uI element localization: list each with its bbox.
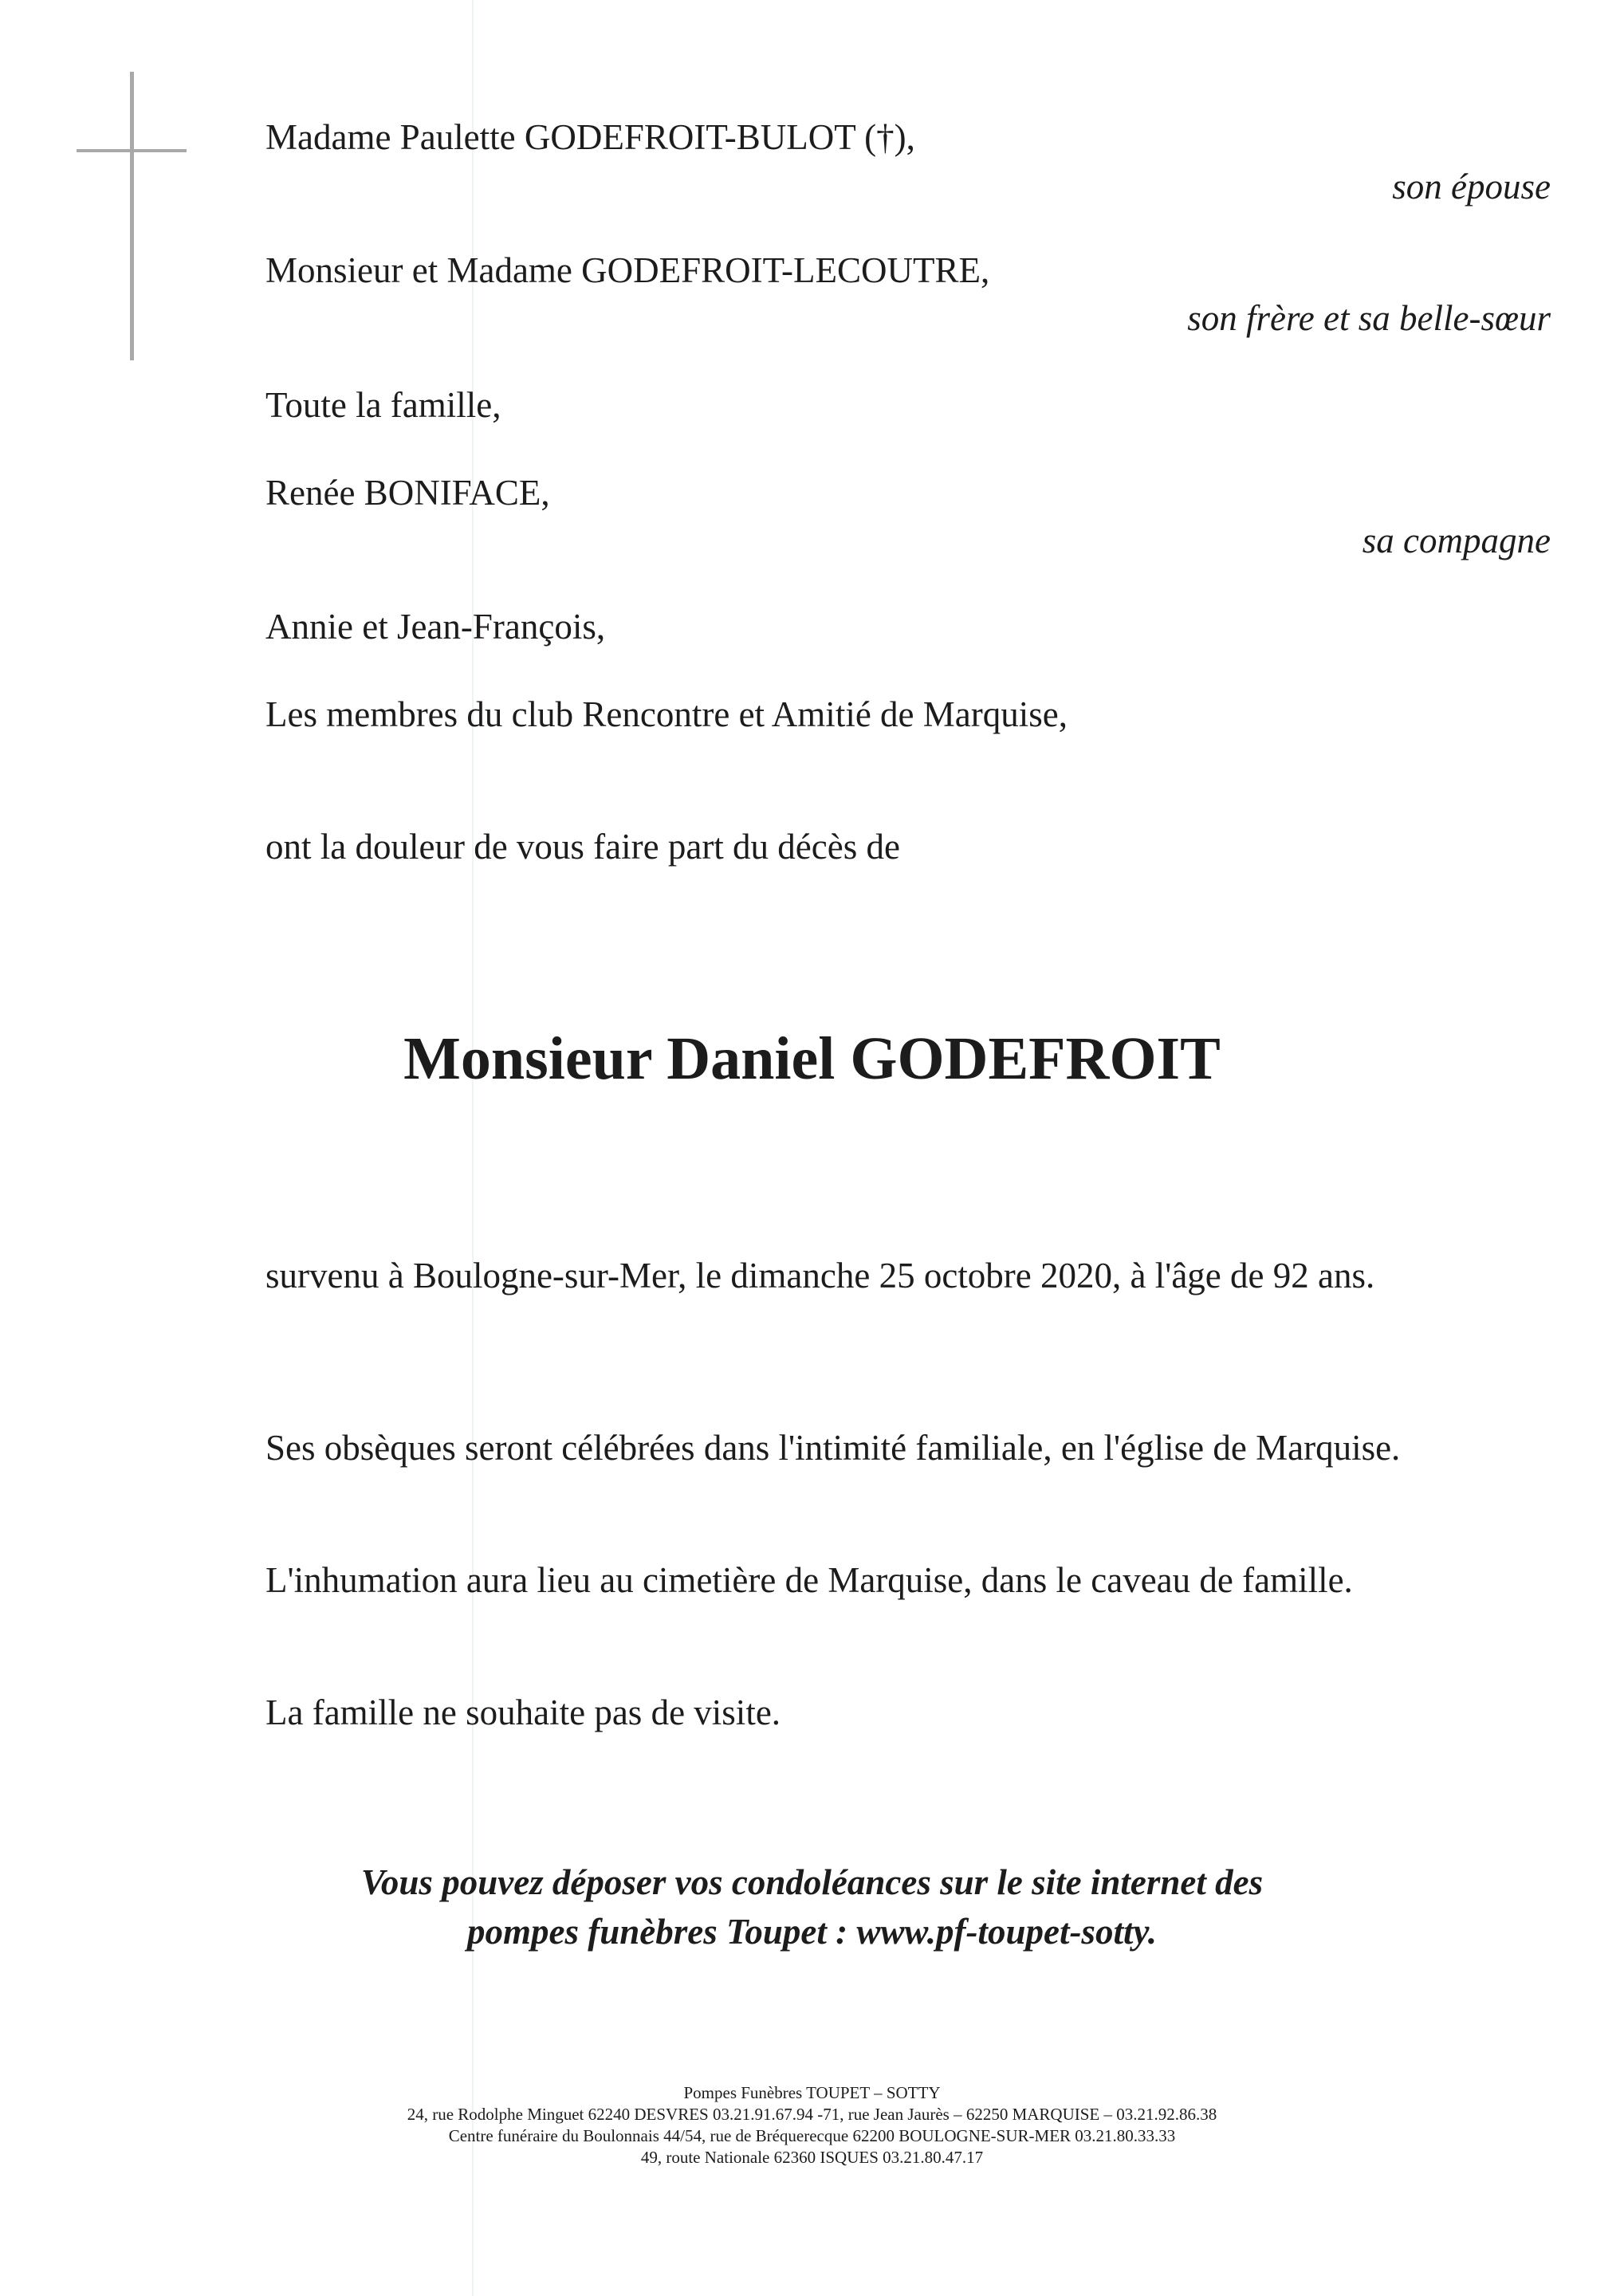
burial-info: L'inhumation aura lieu au cimetière de Marquise, dans le caveau de famille. <box>265 1560 1353 1600</box>
deceased-name: Monsieur Daniel GODEFROIT <box>403 1025 1221 1092</box>
family-role-4: sa compagne <box>1362 521 1551 560</box>
family-member-2: Monsieur et Madame GODEFROIT-LECOUTRE, <box>265 250 990 290</box>
death-details: survenu à Boulogne-sur-Mer, le dimanche 25 octobre 2020, à l'âge de 92 ans. <box>265 1256 1375 1295</box>
family-member-6: Les membres du club Rencontre et Amitié de Marquise, <box>265 694 1068 734</box>
cross-horizontal-bar <box>77 149 187 152</box>
condolences-line-2: pompes funèbres Toupet : www.pf-toupet-sotty. <box>467 1912 1157 1952</box>
footer-address-2: Centre funéraire du Boulonnais 44/54, rue de Bréquerecque 62200 BOULOGNE-SUR-MER 03.21.80.33.33 <box>448 2126 1176 2145</box>
condolences-message <box>0 1858 1624 1956</box>
family-member-3: Toute la famille, <box>265 385 501 425</box>
footer-address-1: 24, rue Rodolphe Minguet 62240 DESVRES 03.21.91.67.94 -71, rue Jean Jaurès – 62250 MARQUISE – 03.21.92.86.38 <box>407 2105 1217 2124</box>
announcement-text: ont la douleur de vous faire part du décès de <box>265 827 900 867</box>
visit-info: La famille ne souhaite pas de visite. <box>265 1693 781 1732</box>
funeral-home-footer <box>0 2082 1624 2168</box>
family-role-2: son frère et sa belle-sœur <box>1187 298 1551 338</box>
funeral-info: Ses obsèques seront célébrées dans l'intimité familiale, en l'église de Marquise. <box>265 1428 1401 1468</box>
family-role-1: son épouse <box>1392 167 1551 206</box>
family-member-4: Renée BONIFACE, <box>265 473 550 513</box>
family-member-1: Madame Paulette GODEFROIT-BULOT (†), <box>265 117 915 157</box>
family-member-5: Annie et Jean-François, <box>265 607 606 647</box>
condolences-line-1: Vous pouvez déposer vos condoléances sur le site internet des <box>360 1862 1264 1902</box>
cross-vertical-bar <box>130 72 134 360</box>
footer-address-3: 49, route Nationale 62360 ISQUES 03.21.80.47.17 <box>640 2148 984 2167</box>
footer-company: Pompes Funèbres TOUPET – SOTTY <box>683 2083 941 2102</box>
